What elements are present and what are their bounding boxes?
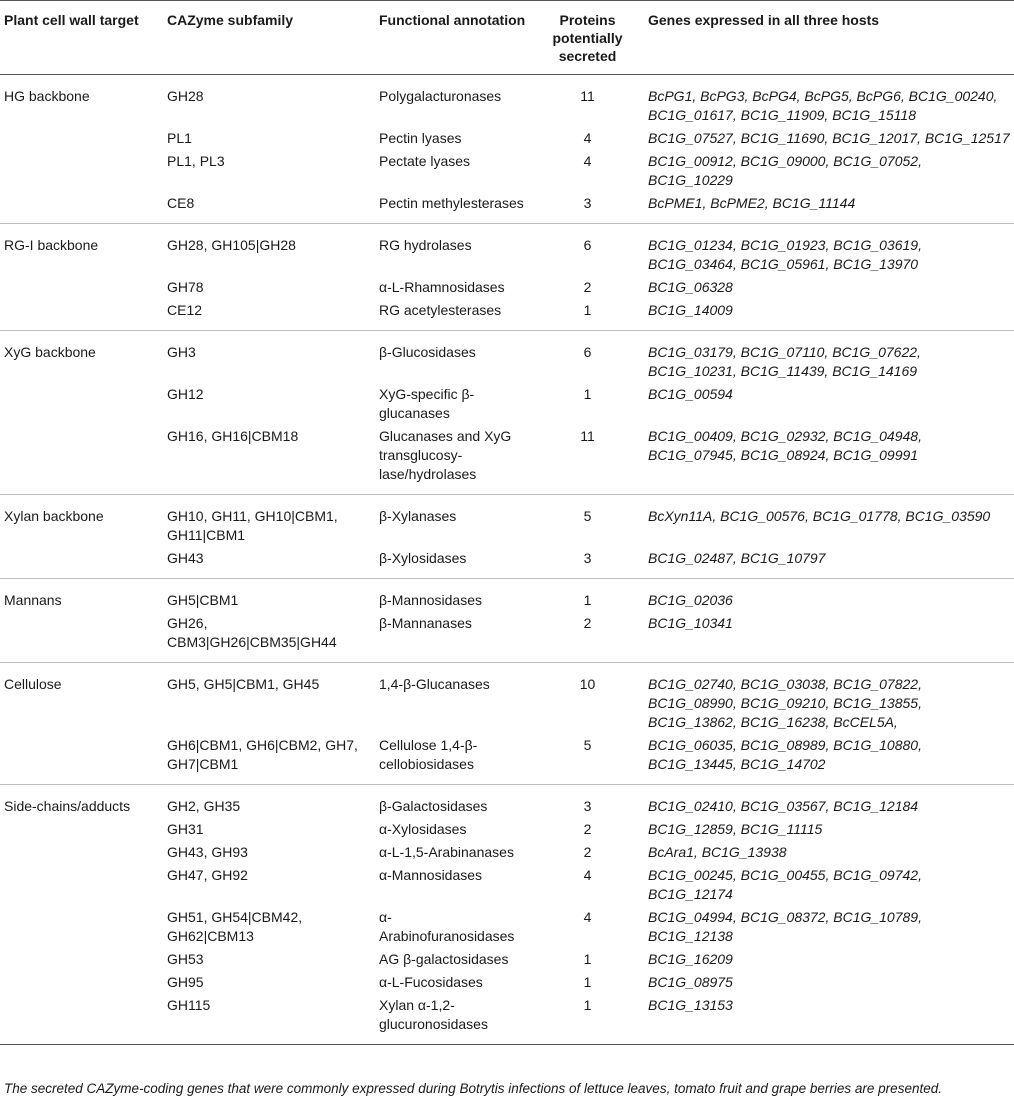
cell-genes: BcPME1, BcPME2, BC1G_11144 (644, 191, 1014, 224)
cell-subfamily: GH43 (163, 546, 375, 579)
cell-annotation: β-Xylanases (379, 508, 457, 524)
cell-genes: BC1G_07527, BC1G_11690, BC1G_12017, BC1G_12517 (648, 130, 1010, 146)
cell-target (0, 863, 163, 905)
table-header (0, 1, 1014, 75)
cell-proteins: 4 (583, 130, 592, 146)
table-row (0, 126, 1014, 149)
cell-subfamily: GH28 (167, 88, 204, 104)
table-row (0, 947, 1014, 970)
cell-proteins: 5 (583, 508, 592, 524)
cell-subfamily: GH6|CBM1, GH6|CBM2, GH7, GH7|CBM1 (163, 733, 375, 785)
table-row (0, 579, 1014, 612)
table-footnote: The secreted CAZyme-coding genes that were commonly expressed during Botrytis infections of lettuce leaves, tomato fruit and grape berries are presented. (4, 1081, 942, 1096)
cell-proteins: 10 (579, 676, 596, 692)
cell-annotation: Pectate lyases (379, 153, 471, 169)
cell-subfamily: PL1 (167, 130, 192, 146)
header-proteins: Proteins potentially secreted (531, 1, 644, 75)
cell-genes: BC1G_02740, BC1G_03038, BC1G_07822, BC1G_08990, BC1G_09210, BC1G_13855, BC1G_13862, BC1G_16238, BcCEL5A, (648, 676, 922, 730)
cell-genes: BC1G_00594 (648, 386, 733, 402)
cell-proteins: 11 (531, 424, 644, 495)
table-row (0, 546, 1014, 579)
cell-proteins: 1 (583, 386, 592, 402)
cell-genes: BC1G_00245, BC1G_00455, BC1G_09742, BC1G_12174 (648, 867, 922, 902)
cell-proteins: 3 (531, 546, 644, 579)
cell-proteins: 6 (583, 344, 592, 360)
cell-target: Cellulose (4, 676, 62, 692)
table-row (0, 298, 1014, 331)
cell-target (0, 126, 163, 149)
cell-target: RG-I backbone (4, 237, 99, 253)
cell-annotation: β-Mannosidases (379, 592, 482, 608)
cell-proteins: 6 (583, 237, 592, 253)
table-row (0, 611, 1014, 663)
cell-subfamily: PL1, PL3 (167, 153, 225, 169)
cell-proteins: 5 (531, 733, 644, 785)
cell-annotation: 1,4-β-Glucanases (379, 676, 490, 692)
table-row (0, 863, 1014, 905)
cell-subfamily: GH2, GH35 (167, 798, 241, 814)
table-row (0, 817, 1014, 840)
cell-annotation: α-Arabinofuranosidases (379, 909, 515, 944)
cell-annotation: AG β-galactosidases (379, 951, 509, 967)
table-body (0, 75, 1014, 1045)
cell-annotation: β-Xylosidases (375, 546, 531, 579)
cell-annotation: Cellulose 1,4-β-cellobiosidases (375, 733, 531, 785)
cell-target (0, 275, 163, 298)
cell-target: Side-chains/adducts (4, 798, 131, 814)
cell-annotation: α-Mannosidases (379, 867, 483, 883)
cell-genes: BC1G_06035, BC1G_08989, BC1G_10880, BC1G_13445, BC1G_14702 (644, 733, 1014, 785)
cell-target: Mannans (4, 592, 62, 608)
cell-target (0, 733, 163, 785)
table-row (0, 382, 1014, 424)
cell-proteins: 1 (583, 951, 592, 967)
cell-target (0, 840, 163, 863)
cell-target (0, 905, 163, 947)
cell-subfamily: GH10, GH11, GH10|CBM1, GH11|CBM1 (167, 508, 338, 543)
table-row (0, 970, 1014, 993)
cell-proteins: 1 (531, 993, 644, 1045)
cell-genes: BC1G_04994, BC1G_08372, BC1G_10789, BC1G_12138 (648, 909, 922, 944)
cell-target (0, 993, 163, 1045)
cell-proteins: 3 (583, 798, 592, 814)
cell-genes: BC1G_02036 (648, 592, 733, 608)
cell-proteins: 11 (580, 88, 595, 104)
cell-genes: BC1G_10341 (644, 611, 1014, 663)
cell-genes: BcPG1, BcPG3, BcPG4, BcPG5, BcPG6, BC1G_00240, BC1G_01617, BC1G_11909, BC1G_15118 (648, 88, 998, 123)
table-row (0, 75, 1014, 127)
header-genes: Genes expressed in all three hosts (644, 1, 1014, 75)
cell-annotation: Glucanases and XyG transglucosy-lase/hydrolases (375, 424, 531, 495)
cell-subfamily: CE12 (163, 298, 375, 331)
table-row (0, 224, 1014, 276)
cell-proteins: 4 (583, 909, 592, 925)
cell-target (0, 382, 163, 424)
table-row (0, 993, 1014, 1045)
cell-annotation: XyG-specific β-glucanases (379, 386, 475, 421)
cell-subfamily: GH31 (167, 821, 204, 837)
cell-subfamily: GH28, GH105|GH28 (167, 237, 296, 253)
cell-subfamily: GH5|CBM1 (167, 592, 239, 608)
table-row (0, 275, 1014, 298)
cell-annotation: β-Mannanases (375, 611, 531, 663)
table-row (0, 663, 1014, 734)
cell-proteins: 2 (583, 844, 592, 860)
cell-proteins: 1 (531, 298, 644, 331)
cell-subfamily: GH78 (167, 279, 204, 295)
table-row (0, 495, 1014, 547)
cell-target (0, 191, 163, 224)
cell-target (0, 149, 163, 191)
cell-proteins: 4 (583, 153, 592, 169)
cell-proteins: 3 (531, 191, 644, 224)
cell-annotation: α-Xylosidases (379, 821, 467, 837)
table-row (0, 785, 1014, 818)
cell-subfamily: GH95 (167, 974, 204, 990)
header-annotation: Functional annotation (375, 1, 531, 75)
cell-subfamily: GH5, GH5|CBM1, GH45 (167, 676, 320, 692)
cell-subfamily: GH16, GH16|CBM18 (163, 424, 375, 495)
table-row (0, 149, 1014, 191)
cell-genes: BC1G_03179, BC1G_07110, BC1G_07622, BC1G_10231, BC1G_11439, BC1G_14169 (648, 344, 921, 379)
cell-annotation: Xylan α-1,2-glucuronosidases (375, 993, 531, 1045)
cell-subfamily: GH26, CBM3|GH26|CBM35|GH44 (163, 611, 375, 663)
cell-target (0, 970, 163, 993)
cell-genes: BC1G_01234, BC1G_01923, BC1G_03619, BC1G_03464, BC1G_05961, BC1G_13970 (648, 237, 922, 272)
cell-target: XyG backbone (4, 344, 96, 360)
cell-subfamily: GH43, GH93 (167, 844, 248, 860)
cell-subfamily: CE8 (163, 191, 375, 224)
table-row (0, 840, 1014, 863)
cell-proteins: 1 (583, 592, 592, 608)
cell-subfamily: GH53 (167, 951, 204, 967)
cell-genes: BC1G_02410, BC1G_03567, BC1G_12184 (648, 798, 919, 814)
table-row (0, 191, 1014, 224)
cell-genes: BcAra1, BC1G_13938 (648, 844, 787, 860)
cell-genes: BC1G_16209 (648, 951, 733, 967)
cell-genes: BC1G_06328 (648, 279, 733, 295)
header-row (0, 1, 1014, 75)
cell-genes: BC1G_13153 (644, 993, 1014, 1045)
cell-annotation: β-Glucosidases (379, 344, 476, 360)
cell-target (0, 817, 163, 840)
cell-target (0, 424, 163, 495)
cell-subfamily: GH51, GH54|CBM42, GH62|CBM13 (167, 909, 303, 944)
cell-target (0, 546, 163, 579)
cell-subfamily: GH3 (167, 344, 196, 360)
cell-annotation: α-L-Fucosidases (379, 974, 483, 990)
cell-annotation: RG hydrolases (379, 237, 472, 253)
cell-subfamily: GH115 (163, 993, 375, 1045)
cell-annotation: Pectin methylesterases (375, 191, 531, 224)
table-row (0, 733, 1014, 785)
cell-annotation: α-L-1,5-Arabinanases (379, 844, 514, 860)
header-subfamily: CAZyme subfamily (163, 1, 375, 75)
cell-target: Xylan backbone (4, 508, 104, 524)
cell-proteins: 2 (583, 821, 592, 837)
cell-annotation: Pectin lyases (379, 130, 462, 146)
cell-proteins: 4 (583, 867, 592, 883)
cell-target (0, 298, 163, 331)
cell-annotation: RG acetylesterases (375, 298, 531, 331)
cell-genes: BC1G_14009 (644, 298, 1014, 331)
cell-annotation: β-Galactosidases (379, 798, 488, 814)
header-target: Plant cell wall target (0, 1, 163, 75)
cell-genes: BC1G_12859, BC1G_11115 (648, 821, 823, 837)
cell-proteins: 1 (583, 974, 592, 990)
cell-genes: BcXyn11A, BC1G_00576, BC1G_01778, BC1G_03590 (648, 508, 991, 524)
cell-subfamily: GH12 (167, 386, 204, 402)
cell-target (0, 611, 163, 663)
cell-genes: BC1G_00912, BC1G_09000, BC1G_07052, BC1G_10229 (648, 153, 922, 188)
table-row (0, 424, 1014, 495)
cell-target (0, 947, 163, 970)
cell-annotation: Polygalacturonases (379, 88, 502, 104)
cell-annotation: α-L-Rhamnosidases (379, 279, 505, 295)
cell-genes: BC1G_02487, BC1G_10797 (644, 546, 1014, 579)
cell-proteins: 2 (583, 279, 592, 295)
table-row (0, 905, 1014, 947)
cell-target: HG backbone (4, 88, 90, 104)
cell-genes: BC1G_00409, BC1G_02932, BC1G_04948, BC1G_07945, BC1G_08924, BC1G_09991 (644, 424, 1014, 495)
table-row (0, 331, 1014, 383)
cell-proteins: 2 (531, 611, 644, 663)
cell-subfamily: GH47, GH92 (167, 867, 248, 883)
cell-genes: BC1G_08975 (648, 974, 733, 990)
